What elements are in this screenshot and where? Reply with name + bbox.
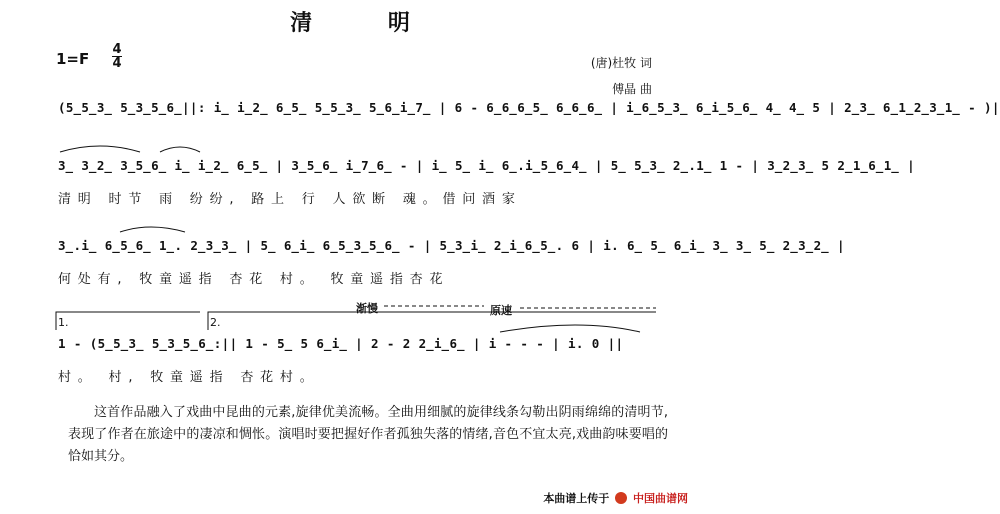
upload-credit bbox=[543, 490, 688, 506]
meter-bottom: 4 bbox=[112, 56, 122, 71]
score-row-2-notes: 3̲ 3̲2̲ 3̲5̲6̲ i̲ i̲2̲ 6̲5̲ | 3̲5̲6̲ i̲7̲6̲ - | i̲ 5̲ i̲ 6̲.i̲5̲6̲4̲ | 5̲ 5̲3̲ 2̲.1̲ 1 - | 3̲2̲3̲ 5 2̲1̲6̲1̲ | bbox=[58, 158, 916, 173]
score-row-2-lyrics: 清明 时节 雨 纷纷, 路上 行 人欲断 魂。借问酒家 bbox=[58, 192, 522, 207]
second-ending-label: 2. bbox=[210, 316, 221, 329]
first-ending-label: 1. bbox=[58, 316, 69, 329]
score-row-3-lyrics: 何处有, 牧童遥指 杏花 村。 牧童遥指杏花 bbox=[58, 272, 450, 287]
score-row-4-notes: 1 - (5̲5̲3̲ 5̲3̲5̲6̲:|| 1 - 5̲ 5 6̲i̲ | 2 - 2 2̲i̲6̲ | i - - - | i. 0 || bbox=[58, 336, 624, 351]
meter-top: 4 bbox=[112, 42, 122, 57]
lyricist-credit: (唐)杜牧 词 bbox=[590, 56, 652, 70]
tempo-slow-mark: 渐慢 bbox=[356, 302, 378, 315]
description-text: 这首作品融入了戏曲中昆曲的元素,旋律优美流畅。全曲用细腻的旋律线条勾勒出阴雨绵绵的清明节,表现了作者在旅途中的凄凉和惆怅。演唱时要把握好作者孤独失落的情绪,音色不宜太亮,戏曲韵味要唱的恰如其分。 bbox=[68, 405, 668, 464]
composer-credit: 傅晶 曲 bbox=[612, 82, 652, 96]
site-brand[interactable]: 中国曲谱网 bbox=[633, 492, 688, 505]
score-row-4-lyrics: 村。 村, 牧童遥指 杏花村。 bbox=[58, 370, 320, 385]
score-row-1-notes: (5̲5̲3̲ 5̲3̲5̲6̲||: i̲ i̲2̲ 6̲5̲ 5̲5̲3̲ 5̲6̲i̲7̲ | 6 - 6̲6̲6̲5̲ 6̲6̲6̲ | i̲6̲5̲3̲ 6̲i̲5̲6̲ 4̲ 4̲ 5 | 2̲3̲ 6̲1̲2̲3̲1̲ - )| bbox=[58, 100, 1000, 115]
tempo-original-mark: 原速 bbox=[490, 304, 512, 317]
site-logo-icon bbox=[615, 492, 627, 504]
key-signature: 1=F bbox=[56, 50, 90, 68]
score-row-3-notes: 3̲.i̲ 6̲5̲6̲ 1̲. 2̲3̲3̲ | 5̲ 6̲i̲ 6̲5̲3̲5̲6̲ - | 5̲3̲i̲ 2̲i̲6̲5̲. 6 | i. 6̲ 5̲ 6̲i̲ 3̲ 3̲ 5̲ 2̲3̲2̲ | bbox=[58, 238, 845, 253]
upload-prefix: 本曲谱上传于 bbox=[543, 492, 610, 505]
page-title: 清 明 bbox=[290, 11, 444, 36]
